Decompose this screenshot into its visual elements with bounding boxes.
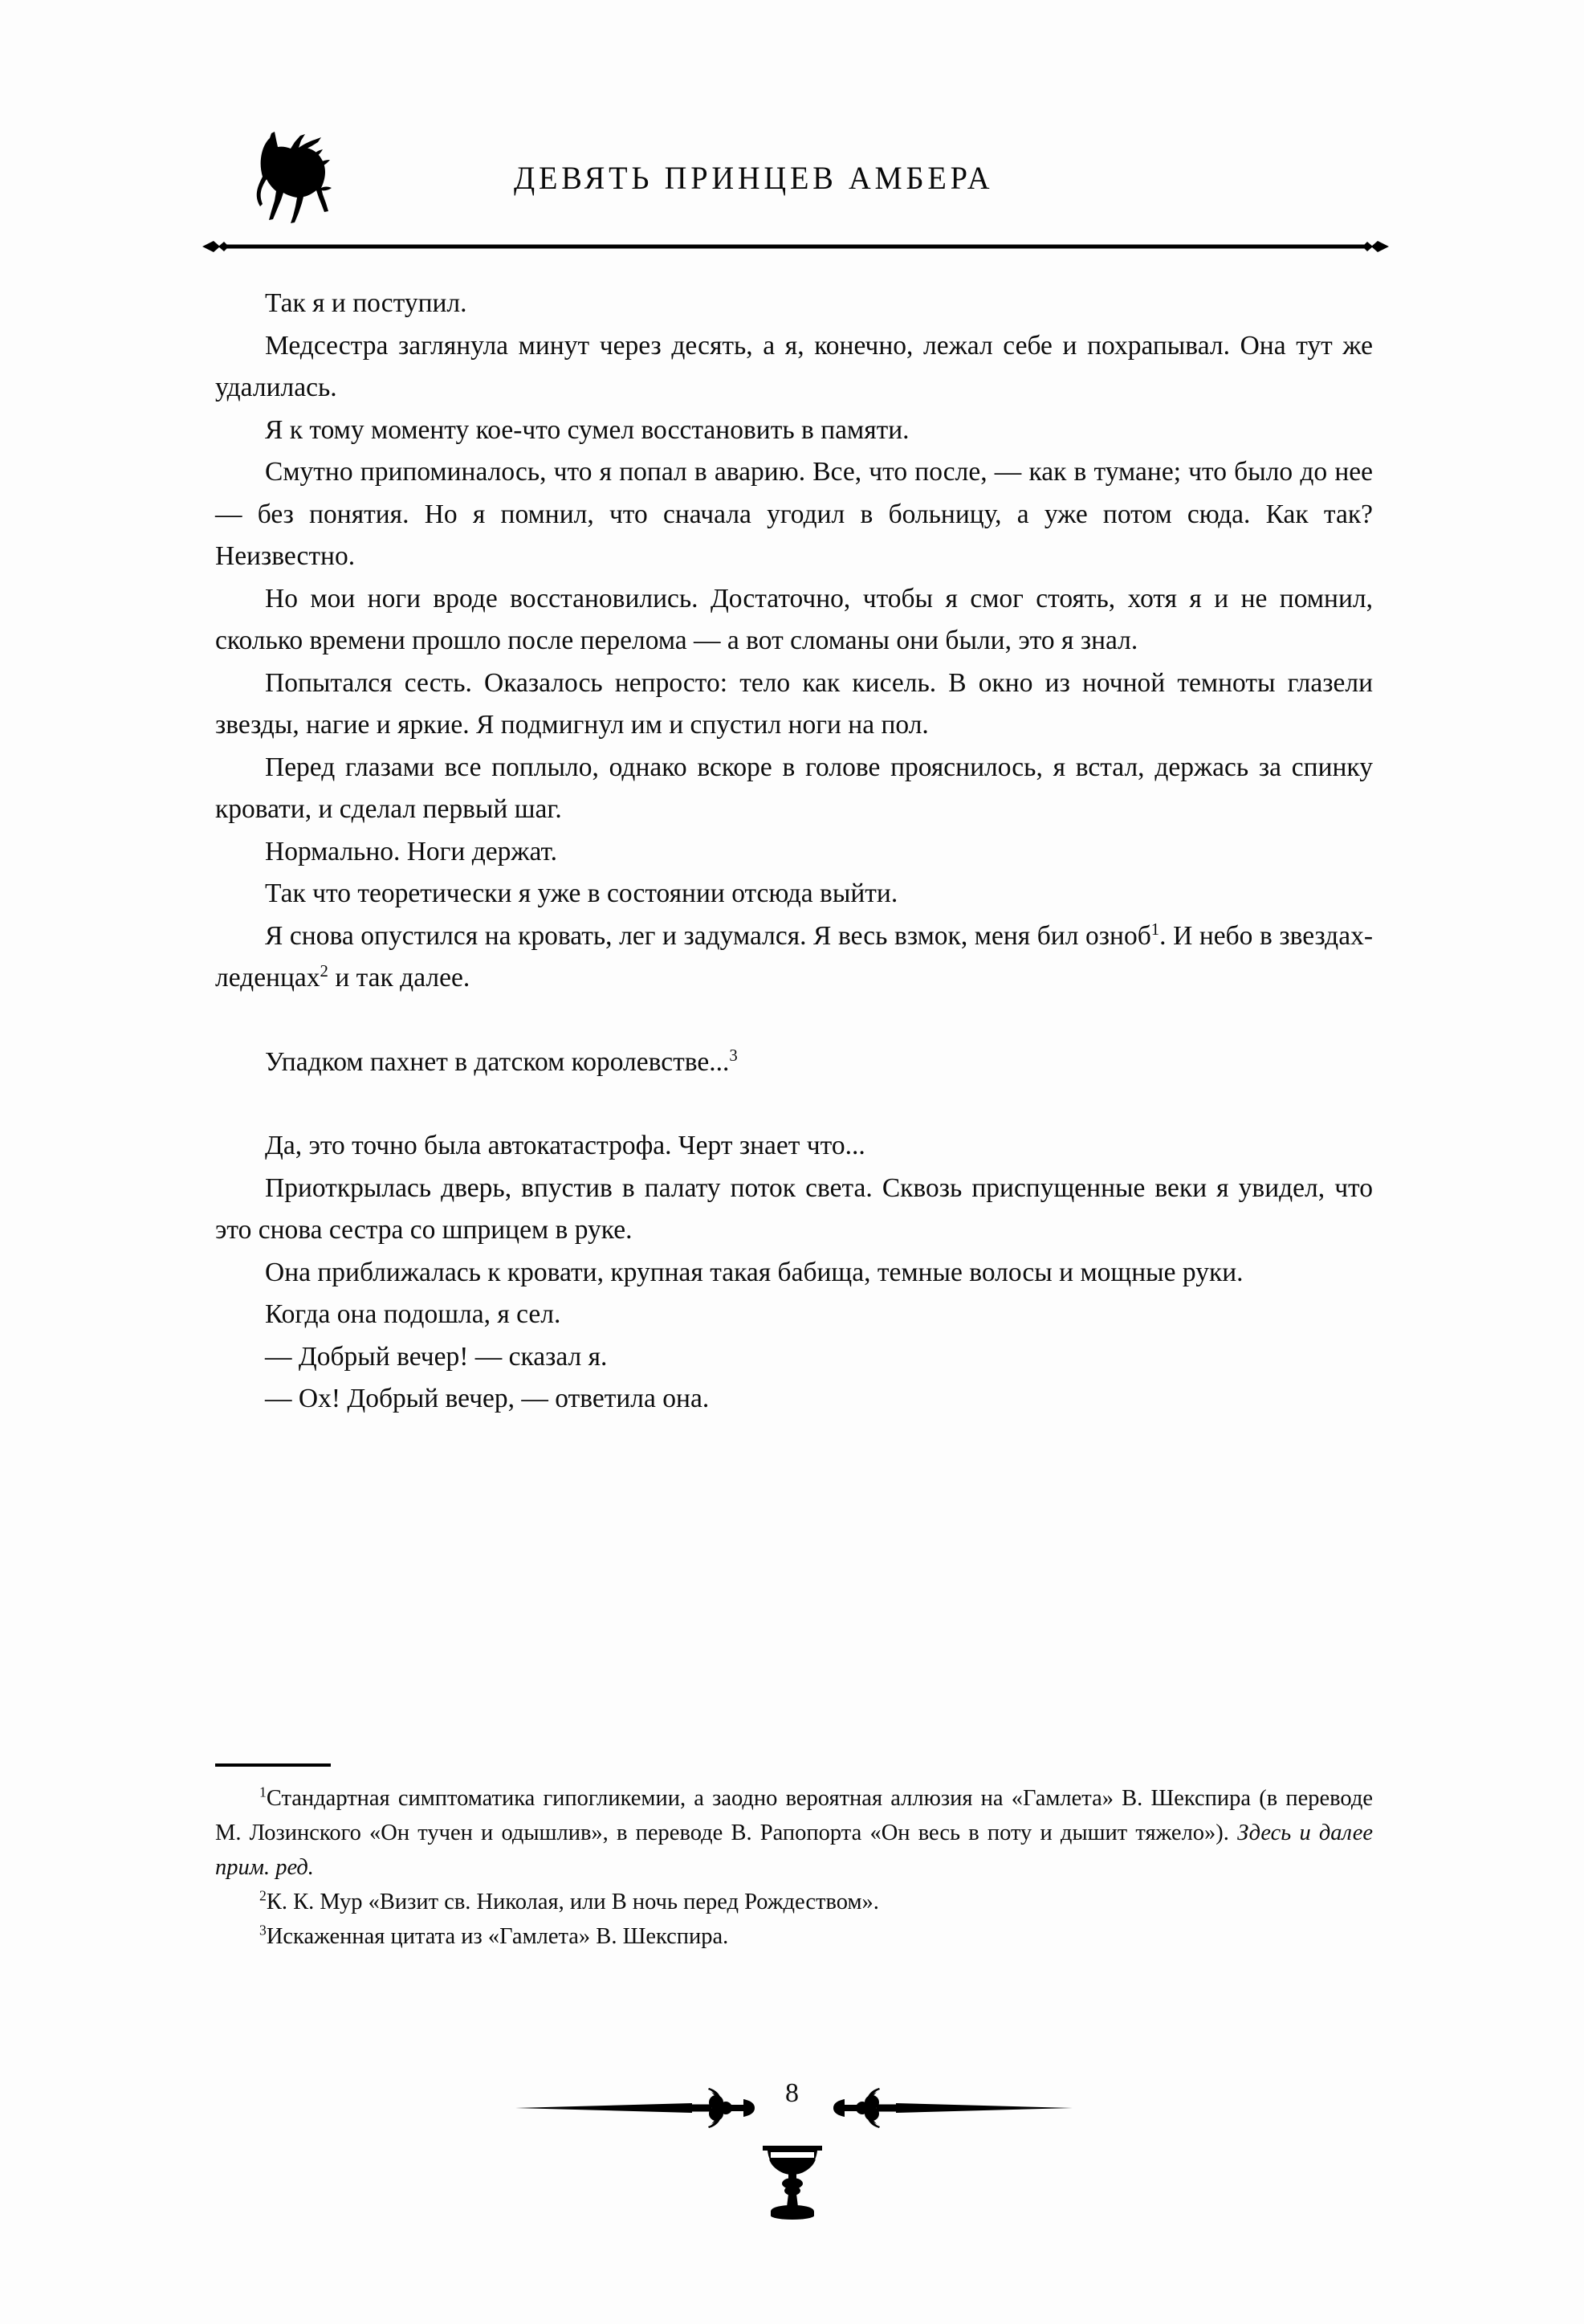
footnote-number: 3 <box>259 1922 267 1939</box>
paragraph: Так я и поступил. <box>265 288 467 318</box>
diamond-tipped-rule-icon <box>202 238 1389 255</box>
verse-text: Упадком пахнет в датском королевстве... <box>265 1046 730 1077</box>
footnote-number: 1 <box>259 1784 267 1800</box>
verse-line <box>215 1042 1373 1084</box>
paragraph: Попытался сесть. Оказалось непросто: тело как кисель. В окно из ночной темноты глазели звезды, нагие и яркие. Я подмигнул им и спустил ноги на пол. <box>215 667 1373 740</box>
paragraph: Когда она подошла, я сел. <box>265 1299 561 1329</box>
footnote-number: 2 <box>259 1887 267 1904</box>
paragraph: Она приближалась к кровати, крупная такая бабища, темные волосы и мощные руки. <box>265 1257 1244 1287</box>
footnote-item <box>215 1781 1373 1885</box>
paragraph: Перед глазами все поплыло, однако вскоре в голове прояснилось, я встал, держась за спинку кровати, и сделал первый шаг. <box>215 752 1373 824</box>
paragraph: Так что теоретически я уже в состоянии отсюда выйти. <box>265 879 898 908</box>
paragraph: Смутно припоминалось, что я попал в аварию. Все, что после, — как в тумане; что было до нее — без понятия. Но я помнил, что сначала угодил в больницу, а уже потом сюда. Как так? Неизвестно. <box>215 457 1373 571</box>
page-number: 8 <box>785 2078 799 2108</box>
page-title: ДЕВЯТЬ ПРИНЦЕВ АМБЕРА <box>514 160 994 196</box>
footnote-item <box>215 1885 1373 1919</box>
footnote-attribution: Здесь и далее прим. ред. <box>215 1820 1373 1880</box>
footnotes-section <box>215 1781 1373 1954</box>
paragraph-text-part: Я снова опустился на кровать, лег и задумался. Я весь взмок, меня бил озноб <box>265 920 1151 951</box>
running-head <box>201 128 1389 241</box>
paragraph: Я к тому моменту кое-что сумел восстановить в памяти. <box>265 414 910 445</box>
paragraph: Нормально. Ноги держат. <box>265 836 558 866</box>
footnote-marker-1[interactable]: 1 <box>1150 919 1160 939</box>
footnote-separator <box>215 1763 331 1767</box>
paragraph: Медсестра заглянула минут через десять, а я, конечно, лежал себе и похрапывал. Она тут же удалилась. <box>215 330 1373 402</box>
verse-block <box>215 1042 1373 1084</box>
paragraph-text-part: и так далее. <box>328 963 470 993</box>
dialogue-line: — Добрый вечер! — сказал я. <box>265 1341 608 1372</box>
dialogue-line: — Ох! Добрый вечер, — ответила она. <box>265 1384 710 1413</box>
footnote-marker-2[interactable]: 2 <box>320 961 328 981</box>
paragraph: Но мои ноги вроде восстановились. Достаточно, чтобы я смог стоять, хотя я и не помнил, сколько времени прошло после перелома — а вот сломаны они были, это я знал. <box>215 583 1373 655</box>
paragraph: Приоткрылась дверь, впустив в палату поток света. Сквозь приспущенные веки я увидел, что это снова сестра со шприцем в руке. <box>215 1172 1373 1245</box>
footnote-text: Искаженная цитата из «Гамлета» В. Шекспира. <box>266 1924 729 1949</box>
footnote-text: Стандартная симптоматика гипогликемии, а заодно вероятная аллюзия на «Гамлета» В. Шекспира (в переводе М. Лозинского «Он тучен и одышлив», в переводе В. Рапопорта «Он весь в поту и дышит тяжело»). <box>215 1786 1373 1845</box>
chalice-icon <box>758 2134 827 2220</box>
paragraph-with-footnotes <box>215 915 1373 1000</box>
footnote-marker-3[interactable]: 3 <box>729 1046 738 1065</box>
body-text <box>215 283 1373 1421</box>
footnote-text: К. К. Мур «Визит св. Николая, или В ночь перед Рождеством». <box>266 1890 879 1914</box>
paragraph: Да, это точно была автокатастрофа. Черт знает что... <box>265 1131 865 1160</box>
footnote-item <box>215 1919 1373 1954</box>
rearing-unicorn-icon <box>241 128 345 229</box>
paragraph-text-part: . И небо в звездах-леденцах <box>215 920 1373 993</box>
